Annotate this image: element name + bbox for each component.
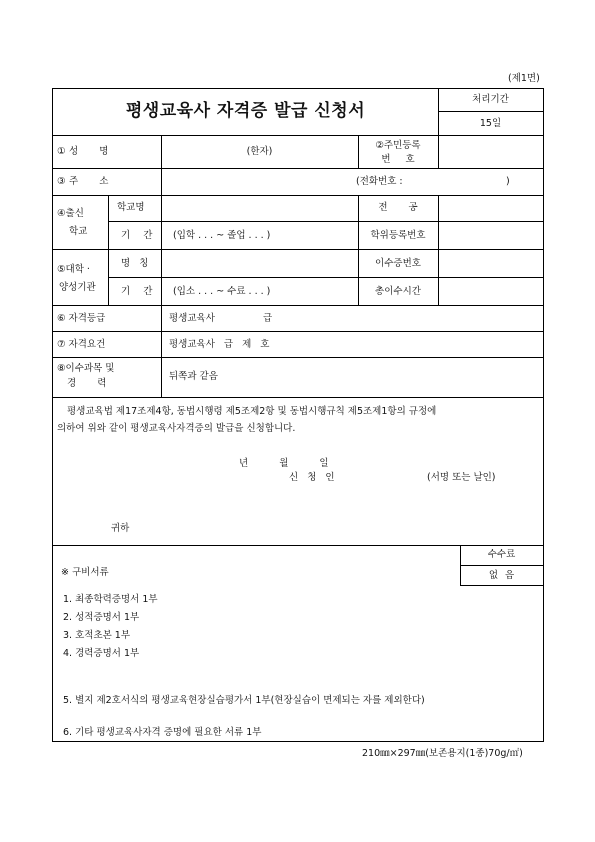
institution-label-line1: ⑤대학 · xyxy=(57,264,90,275)
fee-label: 수수료 xyxy=(487,549,516,560)
institution-period-value: (입소 . . . ~ 수료 . . . ) xyxy=(173,286,271,297)
grade-label: ⑥ 자격등급 xyxy=(57,313,106,324)
documents-header: ※ 구비서류 xyxy=(61,567,109,578)
courses-value: 뒤쪽과 같음 xyxy=(169,371,218,382)
document-item-6: 6. 기타 평생교육사자격 증명에 필요한 서류 1부 xyxy=(63,727,262,738)
school-period-value: (입학 . . . ~ 졸업 . . . ) xyxy=(173,230,271,241)
name-label: 성 명 xyxy=(69,146,109,157)
address-phone-close: ) xyxy=(506,176,510,187)
grade-value-suffix: 급 xyxy=(263,313,273,324)
institution-period-label: 기 간 xyxy=(121,286,153,297)
address-phone: (전화번호 : xyxy=(356,176,403,187)
name-hanja: (한자) xyxy=(246,146,273,157)
fee-value: 없 음 xyxy=(488,570,515,581)
statement-date: 년 월 일 xyxy=(239,458,329,469)
statement-line1: 평생교육법 제17조제4항, 동법시행령 제5조제2항 및 동법시행규칙 제5조제1항의 규정에 xyxy=(67,406,437,417)
document-item-2: 2. 성적증명서 1부 xyxy=(63,612,140,623)
major-label: 전 공 xyxy=(378,202,418,213)
document-item-3: 3. 호적초본 1부 xyxy=(63,630,131,641)
paper-spec-footer: 210㎜×297㎜(보존용지(1종)70g/㎡) xyxy=(362,748,523,759)
institution-name-label: 명 칭 xyxy=(121,258,149,269)
application-form xyxy=(52,88,544,742)
statement-applicant: 신 청 인 xyxy=(289,472,335,483)
processing-value: 15일 xyxy=(479,118,502,129)
statement-addressee: 귀하 xyxy=(111,523,130,534)
document-item-5: 5. 별지 제2호서식의 평생교육현장실습평가서 1부(현장실습이 면제되는 자를 제외한다) xyxy=(63,695,425,706)
school-period-label: 기 간 xyxy=(121,230,153,241)
form-title: 평생교육사 자격증 발급 신청서 xyxy=(125,101,366,121)
name-label-num: ① xyxy=(57,146,66,157)
resident-label-line1: ②주민등록 xyxy=(375,140,421,151)
resident-label-line2: 번 호 xyxy=(381,154,415,165)
institution-label-line2: 양성기관 xyxy=(59,282,96,293)
statement-line2: 의하여 위와 같이 평생교육사자격증의 발급을 신청합니다. xyxy=(57,423,296,434)
address-label: 주 소 xyxy=(69,176,109,187)
cert-no-label: 이수증번호 xyxy=(375,258,421,269)
page-label: (제1면) xyxy=(508,73,540,84)
document-item-4: 4. 경력증명서 1부 xyxy=(63,648,140,659)
total-hours-label: 총이수시간 xyxy=(375,286,421,297)
courses-label-line1: ⑧이수과목 및 xyxy=(57,363,115,374)
school-name-label: 학교명 xyxy=(117,202,145,213)
requirement-label: ⑦ 자격요건 xyxy=(57,339,106,350)
grade-value-prefix: 평생교육사 xyxy=(169,313,215,324)
requirement-value: 평생교육사 급 제 호 xyxy=(169,339,270,350)
school-label-line1: ④출신 xyxy=(57,208,84,219)
degree-no-label: 학위등록번호 xyxy=(370,230,426,241)
processing-label: 처리기간 xyxy=(472,94,509,105)
courses-label-line2: 경 력 xyxy=(67,378,107,389)
document-item-1: 1. 최종학력증명서 1부 xyxy=(63,594,158,605)
school-label-line2: 학교 xyxy=(69,226,88,237)
statement-sign: (서명 또는 날인) xyxy=(427,472,496,483)
address-label-num: ③ xyxy=(57,176,66,187)
